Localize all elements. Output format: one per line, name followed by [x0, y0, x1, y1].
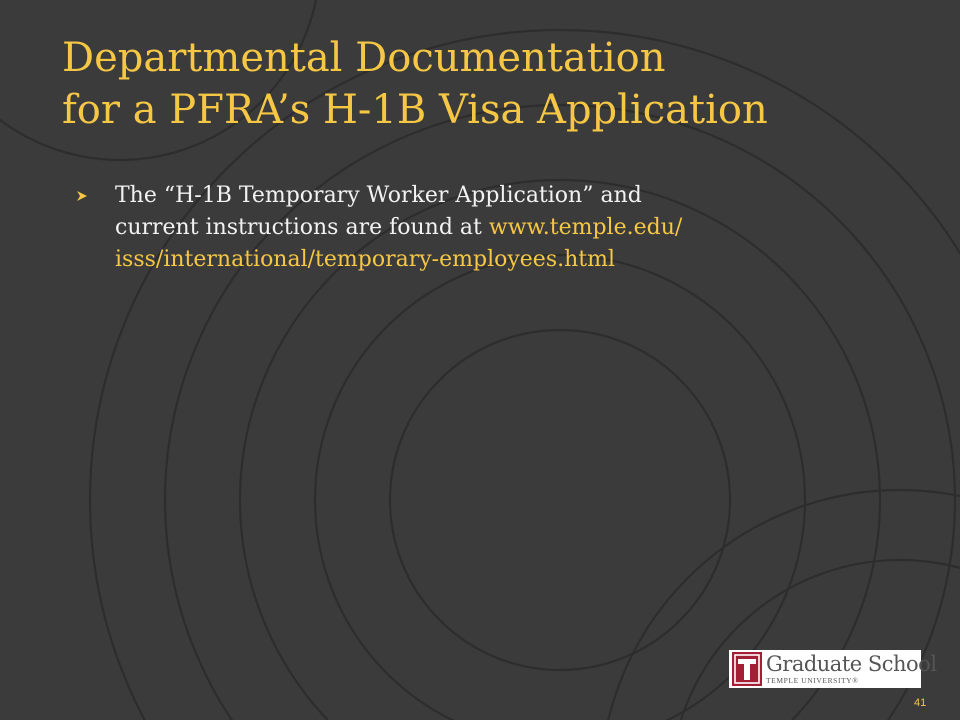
- graduate-school-logo: [729, 650, 937, 688]
- logo-text: [766, 651, 937, 685]
- bullet-list: [76, 180, 856, 276]
- bullet-text: current instructions are found at: [115, 215, 489, 240]
- logo-subtitle: TEMPLE UNIVERSITY®: [766, 675, 859, 685]
- bullet-item: [76, 180, 856, 276]
- url-link[interactable]: isss/international/temporary-employees.html: [115, 247, 616, 272]
- url-link[interactable]: www.temple.edu/: [488, 215, 683, 240]
- bullet-line-2: [115, 212, 856, 244]
- bullet-line-1: [115, 180, 856, 212]
- title-line-1: Departmental Documentation: [62, 35, 666, 81]
- title-line-2: for a PFRA’s H-1B Visa Application: [62, 87, 768, 133]
- slide-title: [62, 32, 942, 136]
- logo-title: Graduate School: [766, 651, 937, 676]
- bullet-text: The “H-1B Temporary Worker Application” and: [115, 183, 642, 208]
- temple-t-icon: [732, 652, 762, 686]
- page-number: 41: [914, 697, 927, 709]
- bullet-line-3: [115, 244, 856, 276]
- arrow-triangle-icon: [76, 190, 88, 202]
